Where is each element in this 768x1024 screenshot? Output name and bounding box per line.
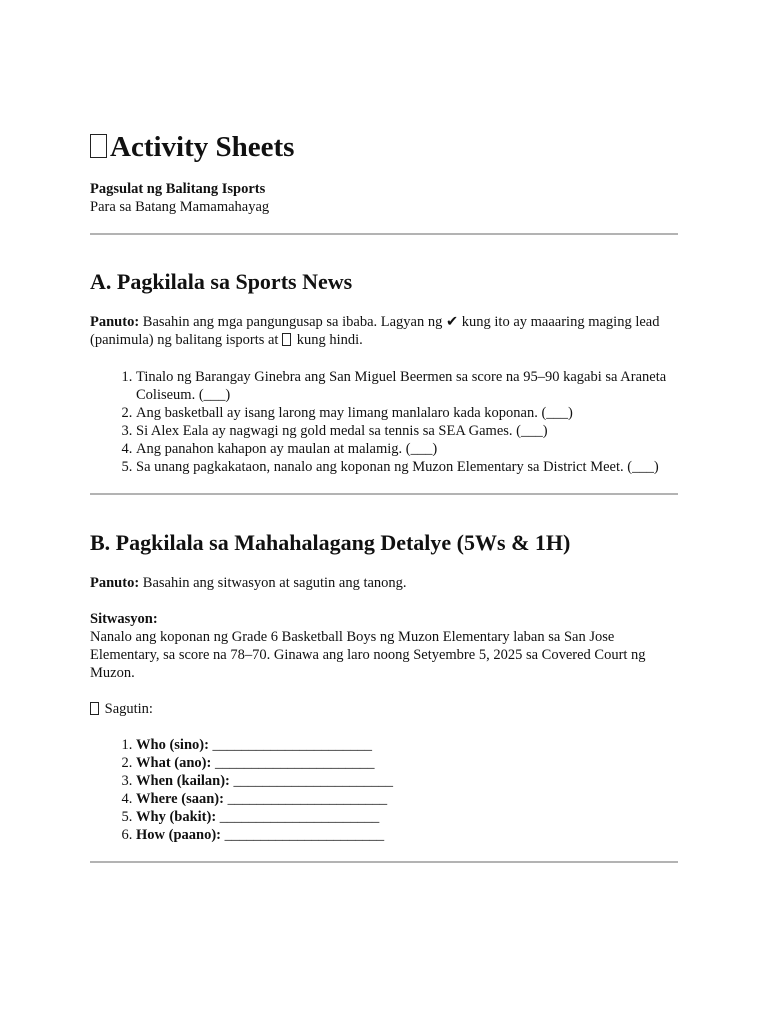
list-item: 1. Tinalo ng Barangay Ginebra ang San Miguel Beermen sa score na 95–90 kagabi sa Araneta Coliseum. (___) <box>136 368 678 404</box>
answer-blank: ______________________ <box>208 737 373 753</box>
question-label: When (kailan): <box>136 773 230 789</box>
question-item <box>136 808 678 826</box>
list-item: 5. Sa unang pagkakataon, nanalo ang koponan ng Muzon Elementary sa District Meet. (___) <box>136 458 678 476</box>
question-label: Where (saan): <box>136 791 224 807</box>
section-a-instruction <box>90 313 678 349</box>
subtitle-text: Para sa Batang Mamamahayag <box>90 199 270 215</box>
question-item <box>136 826 678 844</box>
document-content <box>90 128 678 863</box>
question-item <box>136 754 678 772</box>
question-label: How (paano): <box>136 827 221 843</box>
answer-blank: ______________________ <box>216 809 380 825</box>
section-a-list <box>90 368 678 476</box>
section-b-instruction <box>90 574 678 592</box>
question-label: What (ano): <box>136 755 212 771</box>
instruction-text: Basahin ang mga pangungusap sa ibaba. Lagyan ng ✔ kung ito ay maaaring maging lead (panimula) ng balitang isports at <box>90 314 660 348</box>
missing-glyph-icon <box>90 134 107 158</box>
divider <box>90 233 678 235</box>
questions-list <box>90 736 678 844</box>
instruction-label: Panuto: <box>90 575 140 591</box>
page-title-text: Activity Sheets <box>110 131 295 163</box>
situation-block <box>90 610 678 682</box>
list-item: 2. Ang basketball ay isang larong may limang manlalaro kada koponan. (___) <box>136 404 678 422</box>
situation-label: Sitwasyon: <box>90 611 158 627</box>
section-a-title: A. Pagkilala sa Sports News <box>90 269 353 294</box>
answer-blank: ______________________ <box>221 827 385 843</box>
question-label: Why (bakit): <box>136 809 217 825</box>
instruction-label: Panuto: <box>90 314 140 330</box>
list-item: 3. Si Alex Eala ay nagwagi ng gold medal sa tennis sa SEA Games. (___) <box>136 422 678 440</box>
answer-prompt <box>90 700 678 718</box>
divider <box>90 493 678 495</box>
divider <box>90 861 678 863</box>
missing-glyph-icon <box>90 702 99 715</box>
situation-text: Nanalo ang koponan ng Grade 6 Basketball Boys ng Muzon Elementary laban sa San Jose Elementary, sa score na 78–70. Ginawa ang laro noong Setyembre 5, 2025 sa Covered Court ng Muzon. <box>90 629 646 681</box>
page-title <box>90 128 678 166</box>
answer-blank: ______________________ <box>223 791 388 807</box>
missing-glyph-icon <box>282 333 291 346</box>
instruction-text-end: kung hindi. <box>293 332 363 348</box>
question-item <box>136 736 678 754</box>
question-item <box>136 772 678 790</box>
subtitle-bold: Pagsulat ng Balitang Isports <box>90 181 266 197</box>
list-item: 4. Ang panahon kahapon ay maulan at malamig. (___) <box>136 440 678 458</box>
answer-blank: ______________________ <box>229 773 393 789</box>
answer-blank: ______________________ <box>211 755 375 771</box>
question-label: Who (sino): <box>136 737 209 753</box>
answer-label: Sagutin: <box>101 701 153 717</box>
subtitle-block <box>90 180 678 216</box>
instruction-text: Basahin ang sitwasyon at sagutin ang tanong. <box>139 575 407 591</box>
section-b-title: B. Pagkilala sa Mahahalagang Detalye (5Ws & 1H) <box>90 530 571 555</box>
question-item <box>136 790 678 808</box>
